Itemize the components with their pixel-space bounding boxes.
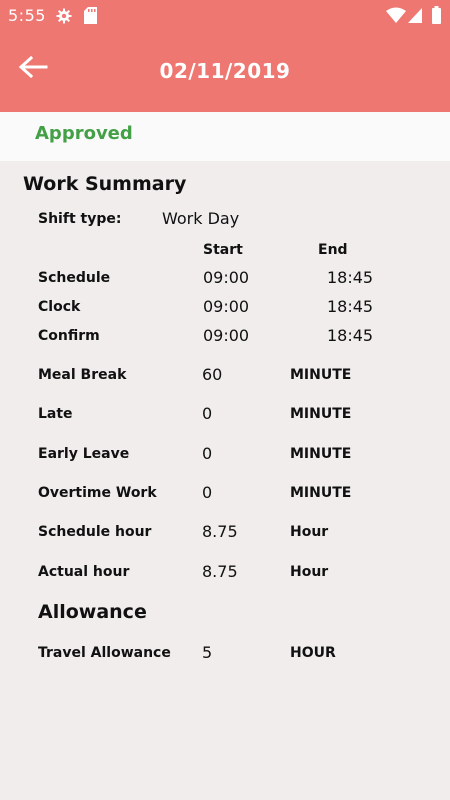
page-title: 02/11/2019 xyxy=(159,59,291,83)
start-column-header: Start xyxy=(203,242,243,258)
detail-unit: MINUTE xyxy=(290,446,352,462)
time-row-end: 18:45 xyxy=(327,326,374,345)
signal-icon xyxy=(408,8,422,27)
allowance-label: Travel Allowance xyxy=(38,645,171,661)
detail-label: Meal Break xyxy=(38,367,127,383)
detail-label: Overtime Work xyxy=(38,485,157,501)
status-bar xyxy=(0,0,450,32)
time-row-label: Schedule xyxy=(38,270,111,286)
time-row-end: 18:45 xyxy=(327,268,374,287)
time-row-start: 09:00 xyxy=(203,268,250,287)
battery-icon xyxy=(432,6,441,28)
time-row-label: Confirm xyxy=(38,328,100,344)
time-row-start: 09:00 xyxy=(203,297,250,316)
detail-value: 8.75 xyxy=(202,562,238,581)
allowance-unit: HOUR xyxy=(290,645,336,661)
shift-type-value: Work Day xyxy=(162,209,240,228)
end-column-header: End xyxy=(318,242,348,258)
detail-label: Early Leave xyxy=(38,446,130,462)
detail-label: Late xyxy=(38,406,73,422)
detail-unit: MINUTE xyxy=(290,367,352,383)
detail-unit: Hour xyxy=(290,564,329,580)
status-badge: Approved xyxy=(35,123,133,144)
gear-icon xyxy=(56,8,72,28)
time-row-start: 09:00 xyxy=(203,326,250,345)
detail-value: 0 xyxy=(202,404,213,423)
detail-unit: Hour xyxy=(290,524,329,540)
time-row-end: 18:45 xyxy=(327,297,374,316)
allowance-value: 5 xyxy=(202,643,213,662)
allowance-title: Allowance xyxy=(38,601,147,623)
detail-label: Schedule hour xyxy=(38,524,152,540)
shift-type-label: Shift type: xyxy=(38,211,122,227)
detail-label: Actual hour xyxy=(38,564,130,580)
sd-card-icon xyxy=(84,7,97,28)
detail-unit: MINUTE xyxy=(290,485,352,501)
work-summary-title: Work Summary xyxy=(23,173,187,195)
status-time: 5:55 xyxy=(8,6,46,25)
detail-value: 0 xyxy=(202,444,213,463)
detail-value: 60 xyxy=(202,365,223,384)
app-header xyxy=(0,0,450,112)
time-row-label: Clock xyxy=(38,299,81,315)
detail-value: 0 xyxy=(202,483,213,502)
detail-value: 8.75 xyxy=(202,522,238,541)
detail-unit: MINUTE xyxy=(290,406,352,422)
wifi-icon xyxy=(386,7,406,27)
